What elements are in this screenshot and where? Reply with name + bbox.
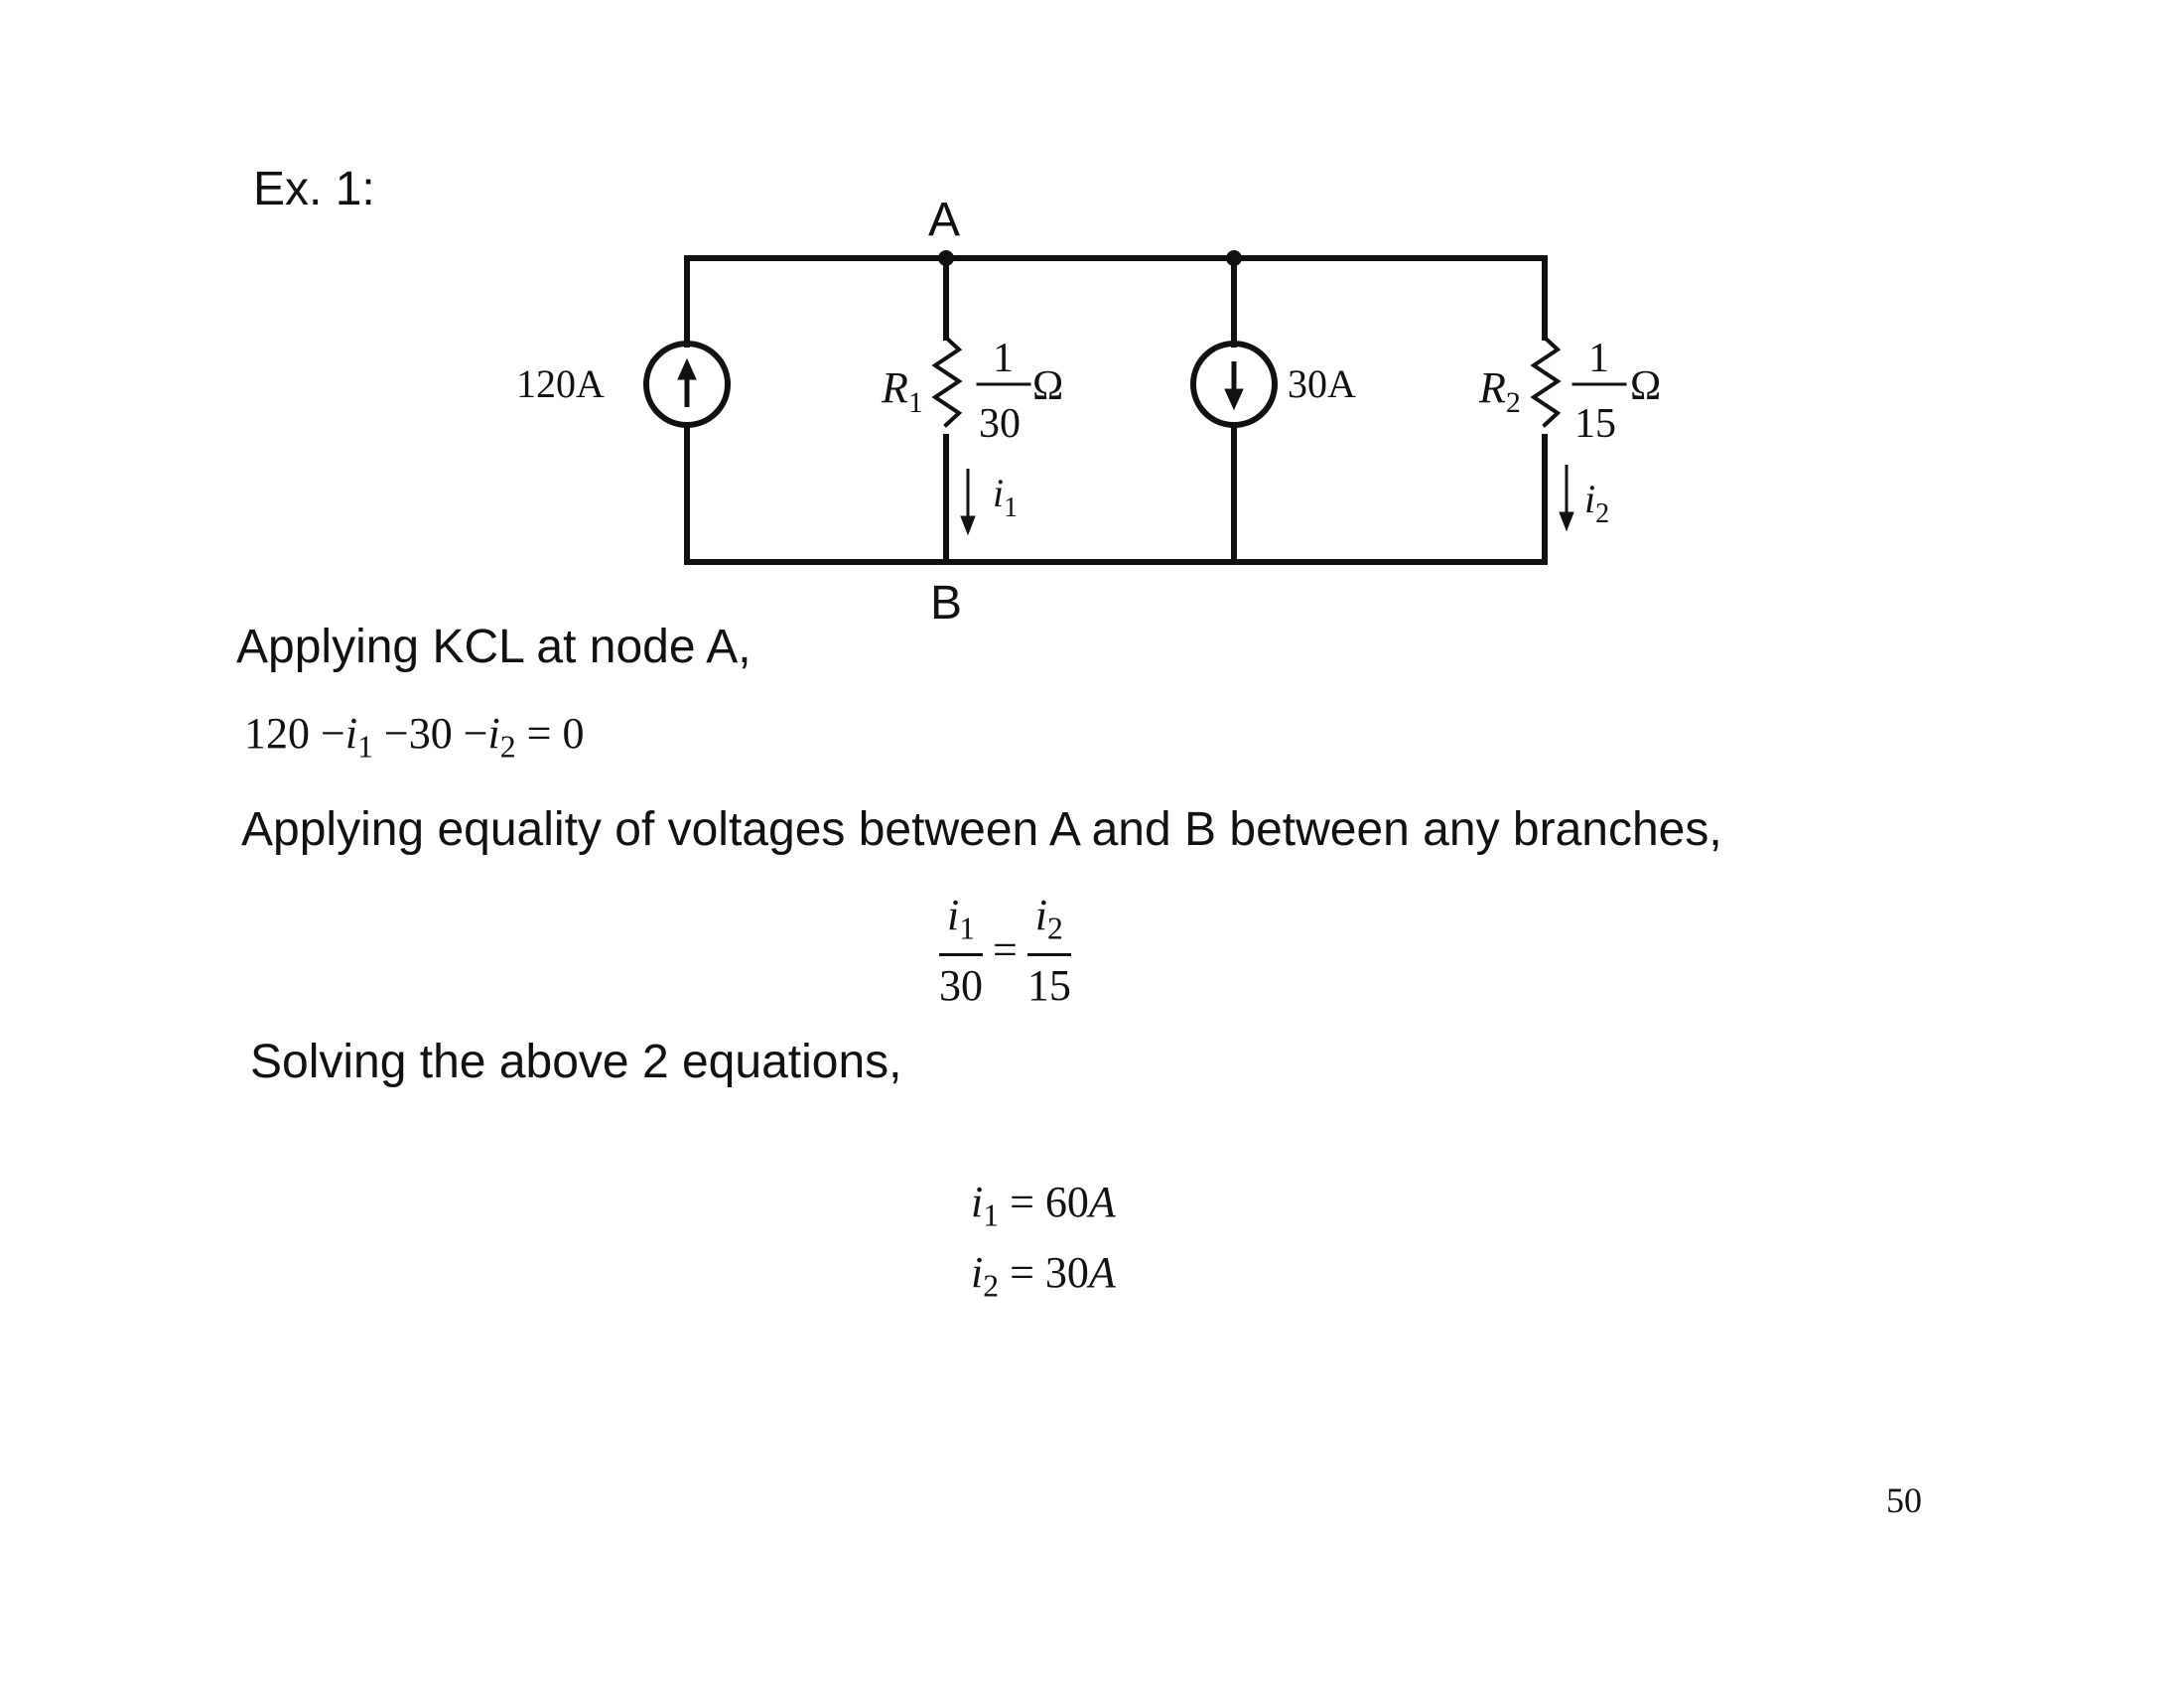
result-i1-sub: 1 — [983, 1197, 1000, 1233]
kcl-heading: Applying KCL at node A, — [236, 621, 751, 673]
node-a-label: A — [928, 194, 961, 246]
i2-name: i — [1584, 477, 1596, 521]
kcl-equation — [244, 708, 584, 766]
ratio-left-i: i — [946, 891, 960, 939]
result-i1 — [971, 1177, 1116, 1234]
page-number: 50 — [1886, 1480, 1922, 1520]
ratio-left-den: 30 — [939, 960, 983, 1010]
i2-label — [1584, 477, 1609, 529]
kcl-i1: i — [344, 709, 358, 758]
r1-denominator: 30 — [979, 401, 1021, 447]
ratio-equals: = — [993, 925, 1018, 975]
r2-denominator: 15 — [1574, 401, 1616, 447]
ratio-left-bar — [939, 953, 983, 956]
i1-down-arrow-icon — [961, 469, 975, 534]
i1-subscript: 1 — [1004, 492, 1019, 523]
node-b-label: B — [930, 577, 963, 630]
r1-name: R — [882, 363, 908, 412]
result-i2 — [971, 1247, 1116, 1305]
r2-subscript: 2 — [1505, 386, 1521, 419]
r1-resistor — [935, 338, 959, 425]
kcl-i2: i — [487, 709, 500, 758]
slide-title: Ex. 1: — [253, 163, 375, 215]
source2-label: 30A — [1288, 361, 1356, 406]
source1-up-arrow-icon — [678, 359, 696, 407]
result-i1-unit: A — [1088, 1178, 1116, 1226]
result-i2-rhs: = 30 — [999, 1248, 1089, 1297]
ratio-equation — [939, 890, 1071, 1011]
ratio-left-fraction — [939, 890, 983, 1011]
r1-ohm-symbol: Ω — [1032, 363, 1064, 409]
node-a-dot — [938, 250, 954, 266]
node-top-right-dot — [1226, 250, 1242, 266]
kcl-i1-sub: 1 — [357, 729, 373, 765]
ratio-right-bar — [1027, 953, 1071, 956]
result-i2-var: i — [971, 1248, 984, 1297]
i2-subscript: 2 — [1595, 498, 1610, 529]
i1-name: i — [993, 471, 1005, 515]
kcl-term-zero: = 0 — [515, 709, 585, 758]
i1-label — [993, 471, 1018, 523]
ratio-right-sub: 2 — [1047, 911, 1063, 946]
result-i1-var: i — [971, 1178, 984, 1226]
r2-label — [1478, 363, 1521, 419]
ratio-left-sub: 1 — [959, 911, 976, 946]
ratio-right-den: 15 — [1026, 960, 1071, 1010]
i2-down-arrow-icon — [1560, 465, 1573, 530]
r1-subscript: 1 — [907, 386, 923, 419]
kcl-i2-sub: 2 — [499, 729, 516, 765]
r1-numerator: 1 — [993, 336, 1014, 381]
ratio-right-i: i — [1034, 891, 1048, 939]
result-i2-unit: A — [1088, 1248, 1116, 1297]
r2-name: R — [1479, 363, 1506, 412]
voltage-heading: Applying equality of voltages between A and B between any branches, — [241, 803, 1722, 856]
source2-down-arrow-icon — [1225, 361, 1243, 409]
r2-ohm-symbol: Ω — [1630, 363, 1662, 409]
kcl-term-120: 120 − — [244, 709, 345, 758]
r1-label — [881, 363, 923, 419]
result-i2-sub: 2 — [983, 1268, 1000, 1304]
r2-resistor — [1534, 338, 1558, 425]
r2-numerator: 1 — [1588, 336, 1609, 381]
circuit-diagram — [0, 0, 2184, 695]
source1-label: 120A — [516, 361, 605, 406]
ratio-right-fraction — [1027, 890, 1071, 1011]
kcl-term-30: −30 − — [372, 709, 488, 758]
result-i1-rhs: = 60 — [999, 1178, 1089, 1226]
solve-heading: Solving the above 2 equations, — [250, 1036, 902, 1088]
